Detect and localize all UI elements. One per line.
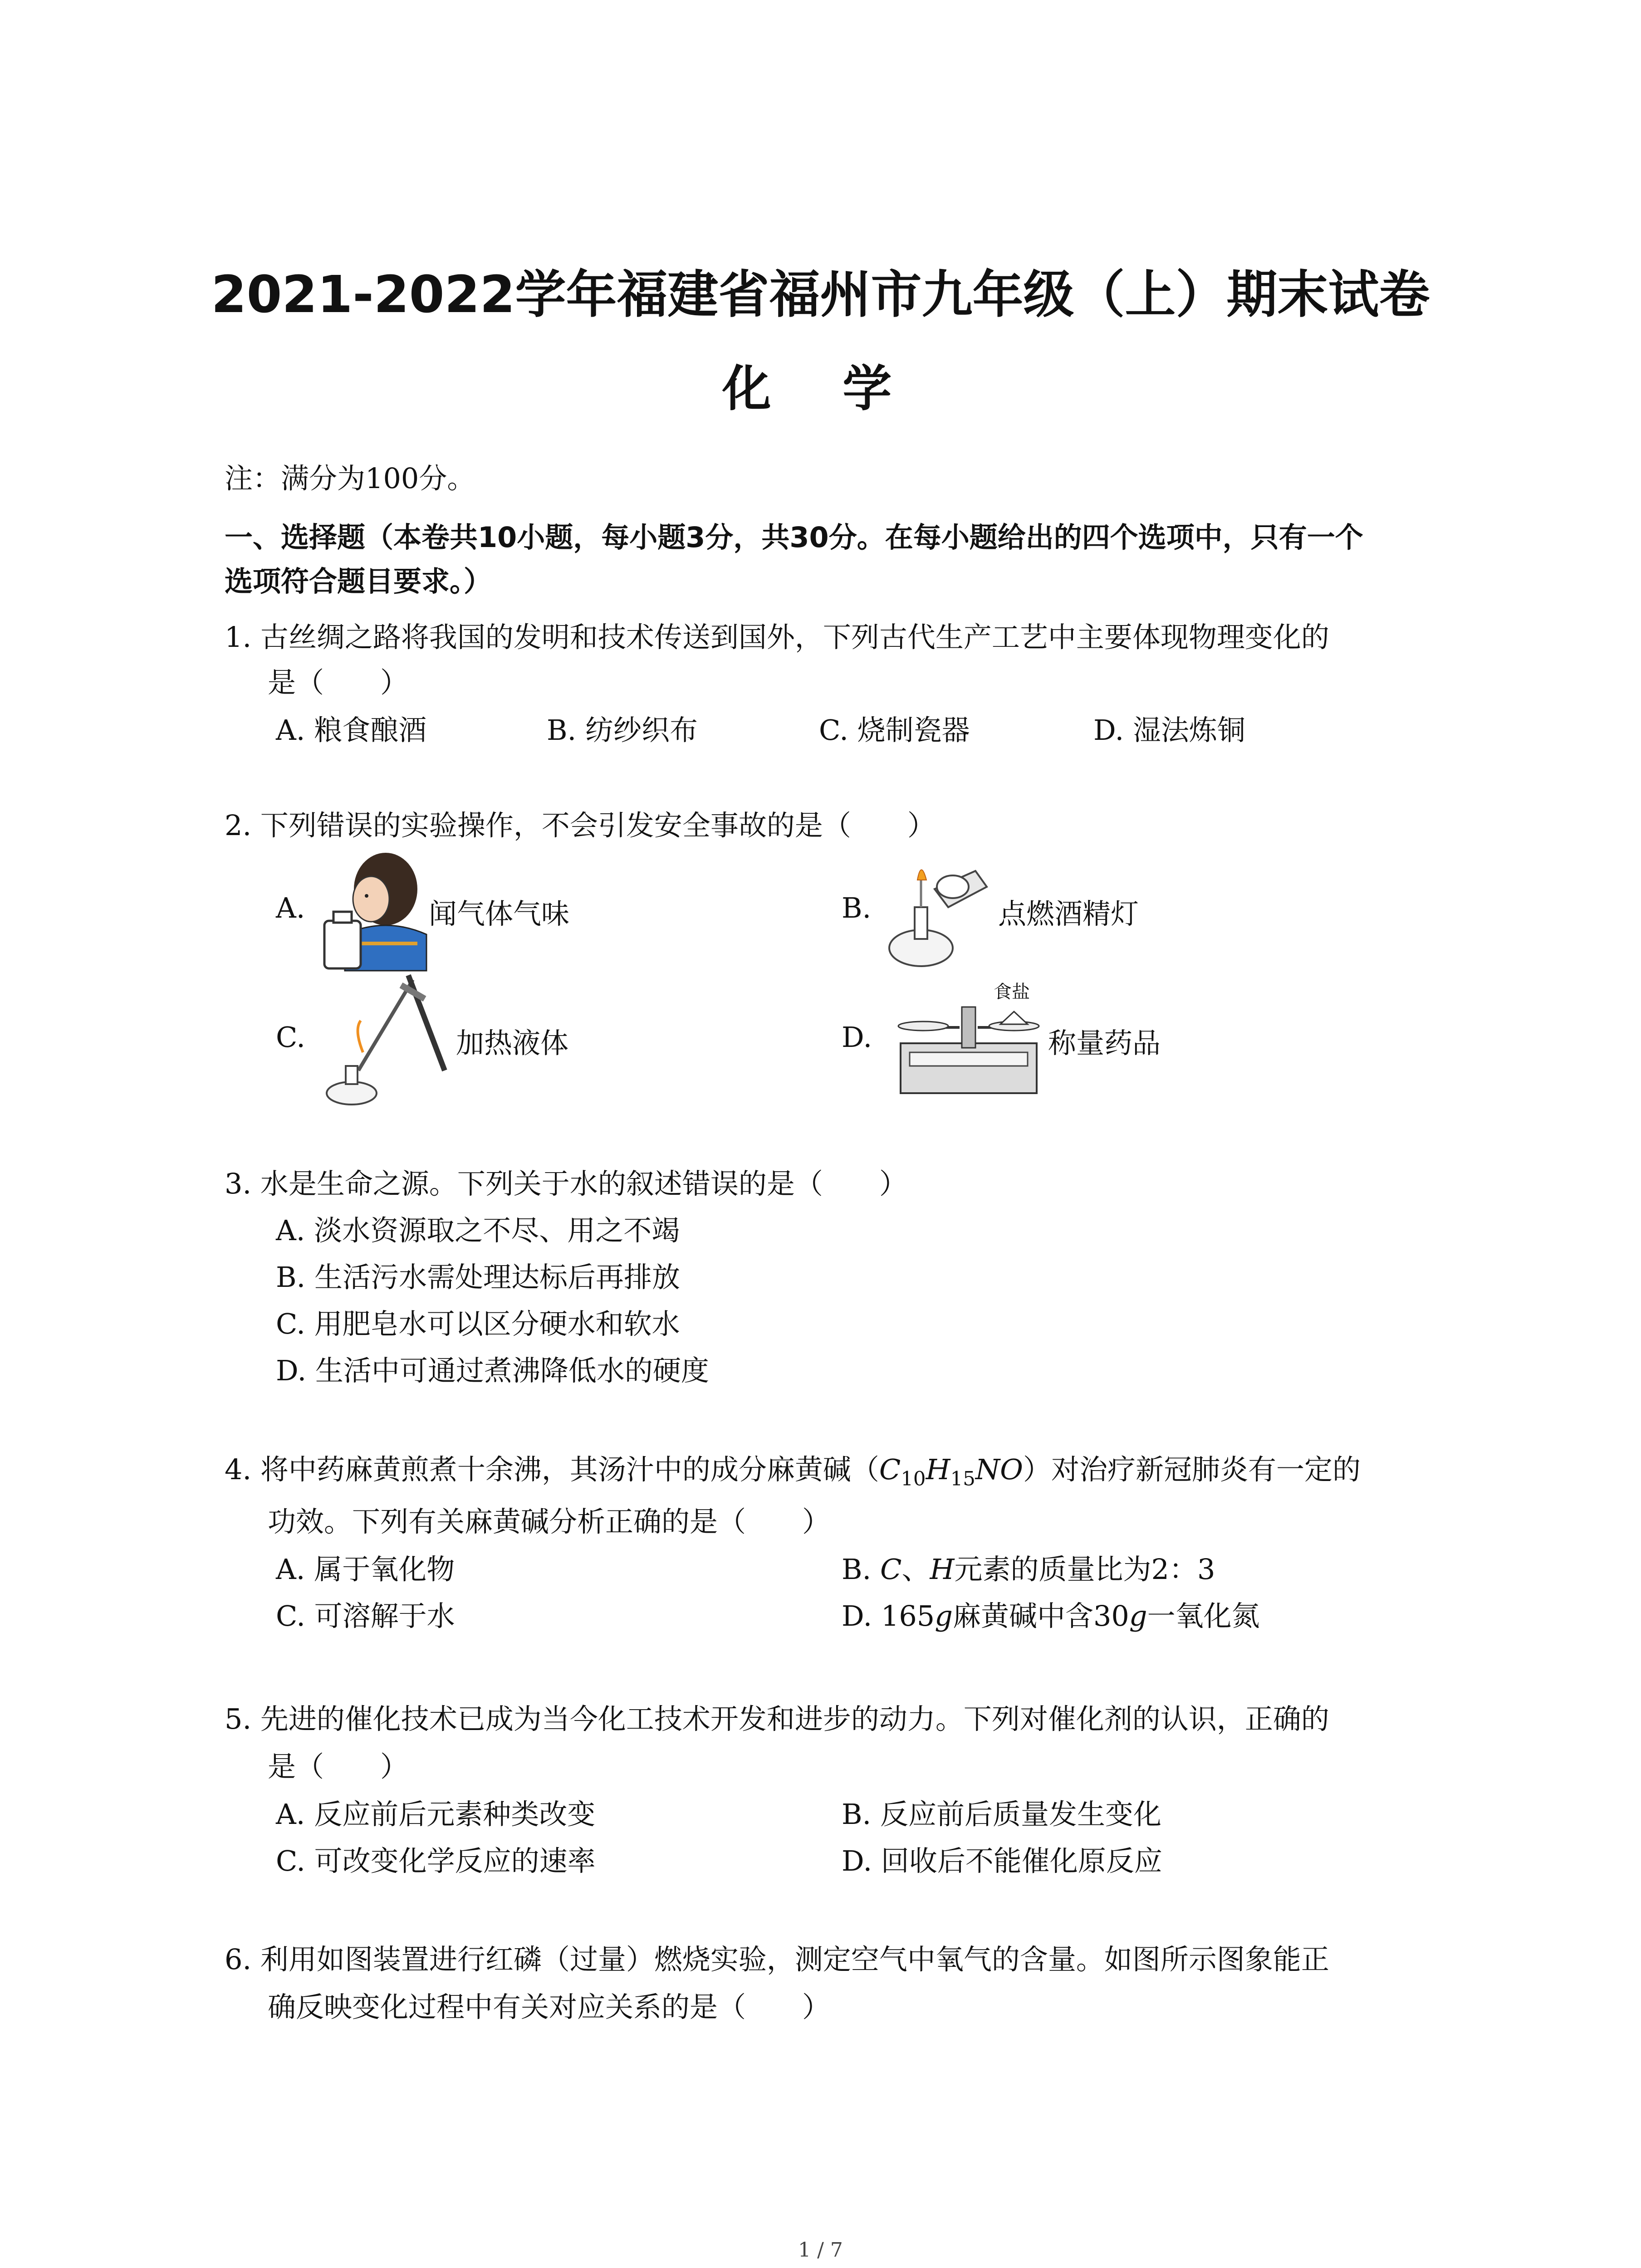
q4-option-b-h: H	[930, 1553, 955, 1586]
q2-option-d-label: 食盐	[994, 982, 1030, 1002]
section-heading-line1: 一、选择题（本卷共10小题，每小题3分，共30分。在每小题给出的四个选项中，只有一个	[225, 521, 1363, 554]
subject-title: 化 学	[722, 361, 919, 417]
q4-option-b-letter: B.	[842, 1553, 880, 1586]
alcohol-lamp-illustration	[885, 853, 998, 971]
q4-option-a: A. 属于氧化物	[276, 1553, 455, 1586]
q4-option-b-c: C	[880, 1553, 902, 1586]
q1-stem-line1: 1. 古丝绸之路将我国的发明和技术传送到国外，下列古代生产工艺中主要体现物理变化的	[225, 621, 1329, 654]
q3-option-c: C. 用肥皂水可以区分硬水和软水	[276, 1307, 680, 1340]
q4-option-d-mid: 麻黄碱中含30	[952, 1599, 1129, 1633]
q1-option-b: B. 纺纱织布	[547, 714, 698, 747]
q4-stem-line1	[225, 1447, 1361, 1490]
q4-option-b	[842, 1547, 1215, 1587]
q4-option-b-rest: 元素的质量比为2：3	[954, 1553, 1215, 1586]
q3-stem: 3. 水是生命之源。下列关于水的叙述错误的是（ ）	[225, 1167, 907, 1200]
q5-stem-line1: 5. 先进的催化技术已成为当今化工技术开发和进步的动力。下列对催化剂的认识，正确的	[225, 1702, 1329, 1735]
q5-option-d: D. 回收后不能催化原反应	[842, 1844, 1162, 1877]
q1-option-c: C. 烧制瓷器	[819, 714, 970, 747]
q2-option-d-text: 称量药品	[1048, 1026, 1161, 1060]
q2-option-a-text: 闻气体气味	[429, 897, 570, 930]
q5-option-a: A. 反应前后元素种类改变	[276, 1798, 596, 1831]
q3-option-a: A. 淡水资源取之不尽、用之不竭	[276, 1214, 680, 1247]
q3-option-b: B. 生活污水需处理达标后再排放	[276, 1261, 680, 1294]
q6-stem-line1: 6. 利用如图装置进行红磷（过量）燃烧实验，测定空气中氧气的含量。如图所示图象能正	[225, 1943, 1329, 1976]
page-number: 1 / 7	[798, 2239, 843, 2262]
q5-option-c: C. 可改变化学反应的速率	[276, 1844, 596, 1877]
q4-option-d-unit2: g	[1129, 1599, 1147, 1633]
formula-c: C	[879, 1453, 901, 1486]
q1-stem-line2: 是（ ）	[268, 666, 409, 699]
formula-no: NO	[975, 1453, 1023, 1486]
q2-option-a-letter: A.	[276, 891, 305, 924]
q4-option-b-sep: 、	[901, 1553, 930, 1586]
q1-option-a: A. 粮食酿酒	[276, 714, 427, 747]
page-title: 2021-2022学年福建省福州市九年级（上）期末试卷	[211, 265, 1430, 324]
formula-h: H	[926, 1453, 950, 1486]
q2-option-b-letter: B.	[842, 891, 872, 924]
q5-stem-line2: 是（ ）	[268, 1750, 409, 1783]
q2-option-c-letter: C.	[276, 1021, 305, 1054]
section-heading-line2: 选项符合题目要求。）	[225, 565, 492, 598]
score-note: 注：满分为100分。	[225, 462, 475, 495]
heating-liquid-illustration	[318, 962, 454, 1107]
q2-stem: 2. 下列错误的实验操作，不会引发安全事故的是（ ）	[225, 809, 936, 842]
q2-option-c-text: 加热液体	[456, 1026, 569, 1060]
q4-option-d	[842, 1593, 1260, 1634]
q4-stem-line2: 功效。下列有关麻黄碱分析正确的是（ ）	[268, 1505, 831, 1538]
q2-option-d-letter: D.	[842, 1021, 872, 1054]
q1-option-d: D. 湿法炼铜	[1093, 714, 1245, 747]
q4-option-d-post: 一氧化氮	[1147, 1599, 1260, 1633]
q4-option-c: C. 可溶解于水	[276, 1599, 455, 1633]
formula-c-count: 10	[901, 1467, 926, 1491]
formula-h-count: 15	[950, 1467, 975, 1491]
q5-option-b: B. 反应前后质量发生变化	[842, 1798, 1161, 1831]
q2-option-b-text: 点燃酒精灯	[998, 897, 1139, 930]
q4-stem-pre: 4. 将中药麻黄煎煮十余沸，其汤汁中的成分麻黄碱（	[225, 1453, 879, 1486]
q3-option-d: D. 生活中可通过煮沸降低水的硬度	[276, 1354, 709, 1387]
q4-option-d-pre: D. 165	[842, 1599, 935, 1633]
q4-stem-post: ）对治疗新冠肺炎有一定的	[1023, 1453, 1361, 1486]
q4-option-d-unit1: g	[935, 1599, 953, 1633]
q6-stem-line2: 确反映变化过程中有关对应关系的是（ ）	[268, 1990, 831, 2024]
smelling-gas-illustration	[318, 848, 436, 971]
